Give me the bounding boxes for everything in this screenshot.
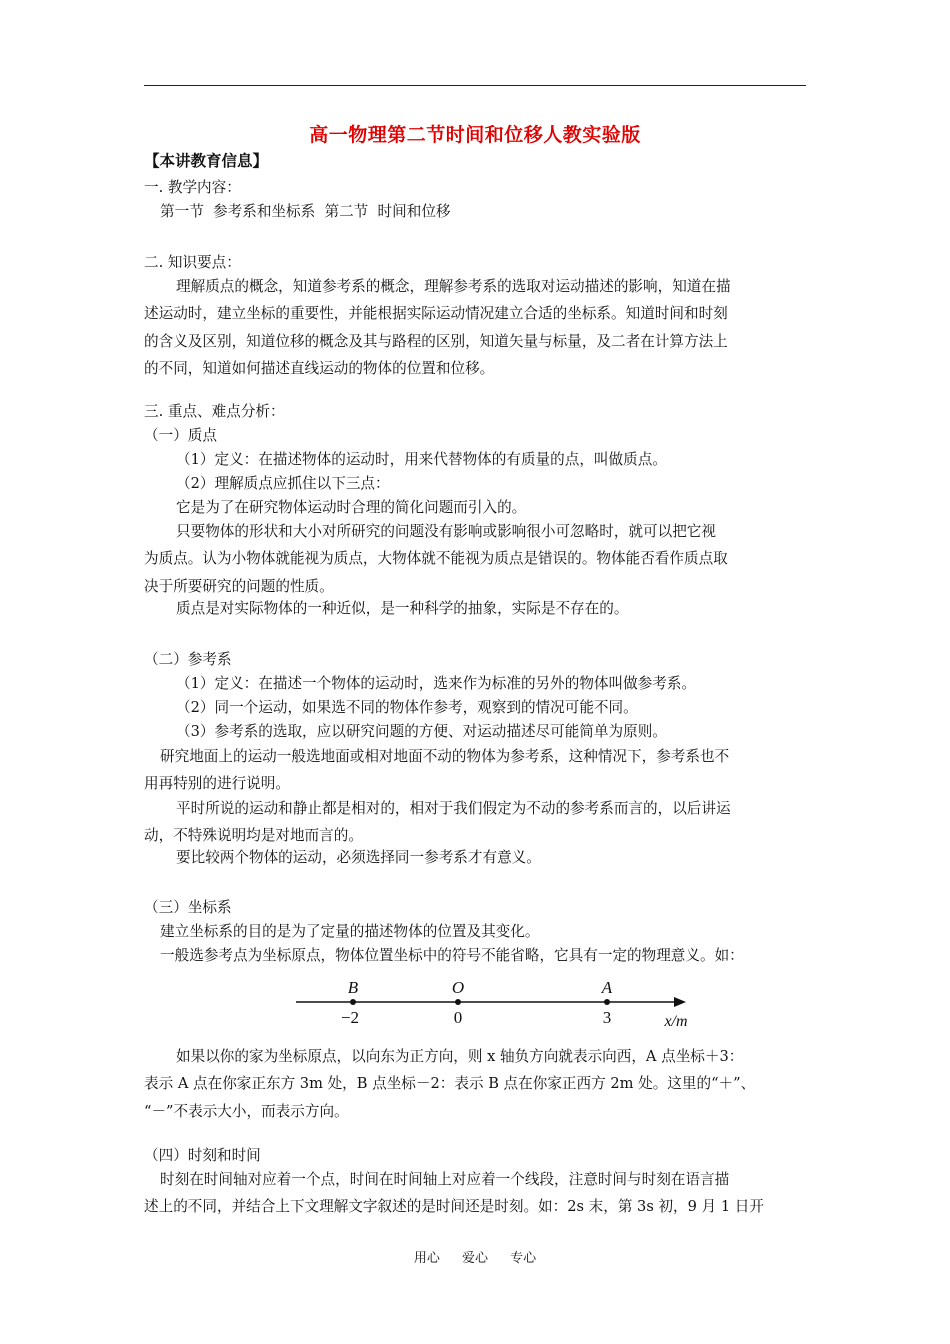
text-line: “－”不表示大小，而表示方向。 bbox=[144, 1102, 349, 1120]
text-line: 的含义及区别，知道位移的概念及其与路程的区别，知道矢量与标量，及二者在计算方法上 bbox=[144, 332, 728, 350]
sub-2-item-3: （3）参考系的选取，应以研究问题的方便、对运动描述尽可能简单为原则。 bbox=[176, 723, 667, 740]
text-line: 只要物体的形状和大小对所研究的问题没有影响或影响很小可忽略时，就可以把它视 bbox=[176, 523, 716, 540]
point-o-value: 0 bbox=[453, 1008, 463, 1027]
text-line: 的不同，知道如何描述直线运动的物体的位置和位移。 bbox=[144, 359, 495, 377]
text-line: 述上的不同，并结合上下文理解文字叙述的是时间还是时刻。如：2s 末，第 3s 初，9 月 1 日开 bbox=[144, 1198, 764, 1216]
point-o-label: O bbox=[451, 978, 465, 997]
info-header: 【本讲教育信息】 bbox=[144, 152, 269, 170]
point-o-dot bbox=[455, 999, 461, 1005]
document-title: 高一物理第二节时间和位移人教实验版 bbox=[309, 124, 641, 146]
section-2-paragraph bbox=[144, 273, 806, 382]
text-line: 动，不特殊说明均是对地而言的。 bbox=[144, 827, 363, 845]
sub-2-heading: （二）参考系 bbox=[144, 651, 232, 668]
sub-3-paragraph-2: 一般选参考点为坐标原点，物体位置坐标中的符号不能省略，它具有一定的物理意义。如： bbox=[160, 947, 744, 964]
sub-2-paragraph-1 bbox=[144, 743, 806, 798]
sub-1-definition: （1）定义：在描述物体的运动时，用来代替物体的有质量的点，叫做质点。 bbox=[176, 451, 667, 468]
sub-3-heading: （三）坐标系 bbox=[144, 899, 232, 916]
point-a-label: A bbox=[601, 978, 613, 997]
text-line: 平时所说的运动和静止都是相对的，相对于我们假定为不动的参考系而言的，以后讲运 bbox=[176, 800, 731, 817]
sub-1-item-2: （2）理解质点应抓住以下三点： bbox=[176, 475, 390, 492]
coordinate-axis-diagram bbox=[290, 974, 710, 1030]
text-line: 述运动时，建立坐标的重要性，并能根据实际运动情况建立合适的坐标系。知道时间和时刻 bbox=[144, 305, 728, 323]
sub-1-point-3: 质点是对实际物体的一种近似，是一种科学的抽象，实际是不存在的。 bbox=[176, 600, 629, 617]
sub-1-point-1: 它是为了在研究物体运动时合理的简化问题而引入的。 bbox=[176, 499, 527, 516]
text-line: 理解质点的概念，知道参考系的概念，理解参考系的选取对运动描述的影响，知道在描 bbox=[176, 278, 731, 295]
sub-1-heading: （一）质点 bbox=[144, 427, 217, 444]
text-line: 为质点。认为小物体就能视为质点，大物体就不能视为质点是错误的。物体能否看作质点取 bbox=[144, 550, 728, 568]
section-1-content: 第一节 参考系和坐标系 第二节 时间和位移 bbox=[160, 203, 451, 220]
point-a-value: 3 bbox=[602, 1008, 612, 1027]
point-b-dot bbox=[350, 999, 356, 1005]
sub-2-paragraph-2 bbox=[144, 795, 806, 850]
sub-1-point-2 bbox=[144, 518, 806, 600]
text-line: 研究地面上的运动一般选地面或相对地面不动的物体为参考系，这种情况下，参考系也不 bbox=[160, 748, 730, 765]
axis-arrowhead bbox=[674, 997, 686, 1007]
text-line: 时刻在时间轴对应着一个点，时间在时间轴上对应着一个线段，注意时间与时刻在语言描 bbox=[160, 1171, 730, 1188]
section-2-heading: 二. 知识要点： bbox=[144, 254, 241, 271]
page-footer: 用心 爱心 专心 bbox=[413, 1251, 537, 1266]
point-a-dot bbox=[604, 999, 610, 1005]
sub-3-paragraph-3 bbox=[144, 1043, 806, 1125]
point-b-label: B bbox=[347, 978, 359, 997]
text-line: 如果以你的家为坐标原点，以向东为正方向，则 x 轴负方向就表示向西，A 点坐标＋3： bbox=[176, 1048, 744, 1065]
text-line: 决于所要研究的问题的性质。 bbox=[144, 577, 334, 595]
sub-2-item-2: （2）同一个运动，如果选不同的物体作参考，观察到的情况可能不同。 bbox=[176, 699, 638, 716]
point-b-value: −2 bbox=[340, 1008, 360, 1027]
sub-4-paragraph-1 bbox=[144, 1166, 806, 1221]
sub-2-item-1: （1）定义：在描述一个物体的运动时，选来作为标准的另外的物体叫做参考系。 bbox=[176, 675, 697, 692]
text-line: 表示 A 点在你家正东方 3m 处，B 点坐标－2：表示 B 点在你家正西方 2m 处。这里的“＋”、 bbox=[144, 1075, 756, 1093]
sub-4-heading: （四）时刻和时间 bbox=[144, 1147, 261, 1164]
header-rule bbox=[144, 85, 806, 86]
sub-2-paragraph-3: 要比较两个物体的运动，必须选择同一参考系才有意义。 bbox=[176, 849, 541, 866]
section-3-heading: 三. 重点、难点分析： bbox=[144, 403, 285, 420]
axis-unit-label: x/m bbox=[664, 1013, 688, 1030]
section-1-heading: 一. 教学内容： bbox=[144, 179, 241, 196]
text-line: 用再特别的进行说明。 bbox=[144, 775, 290, 793]
sub-3-paragraph-1: 建立坐标系的目的是为了定量的描述物体的位置及其变化。 bbox=[160, 923, 540, 940]
